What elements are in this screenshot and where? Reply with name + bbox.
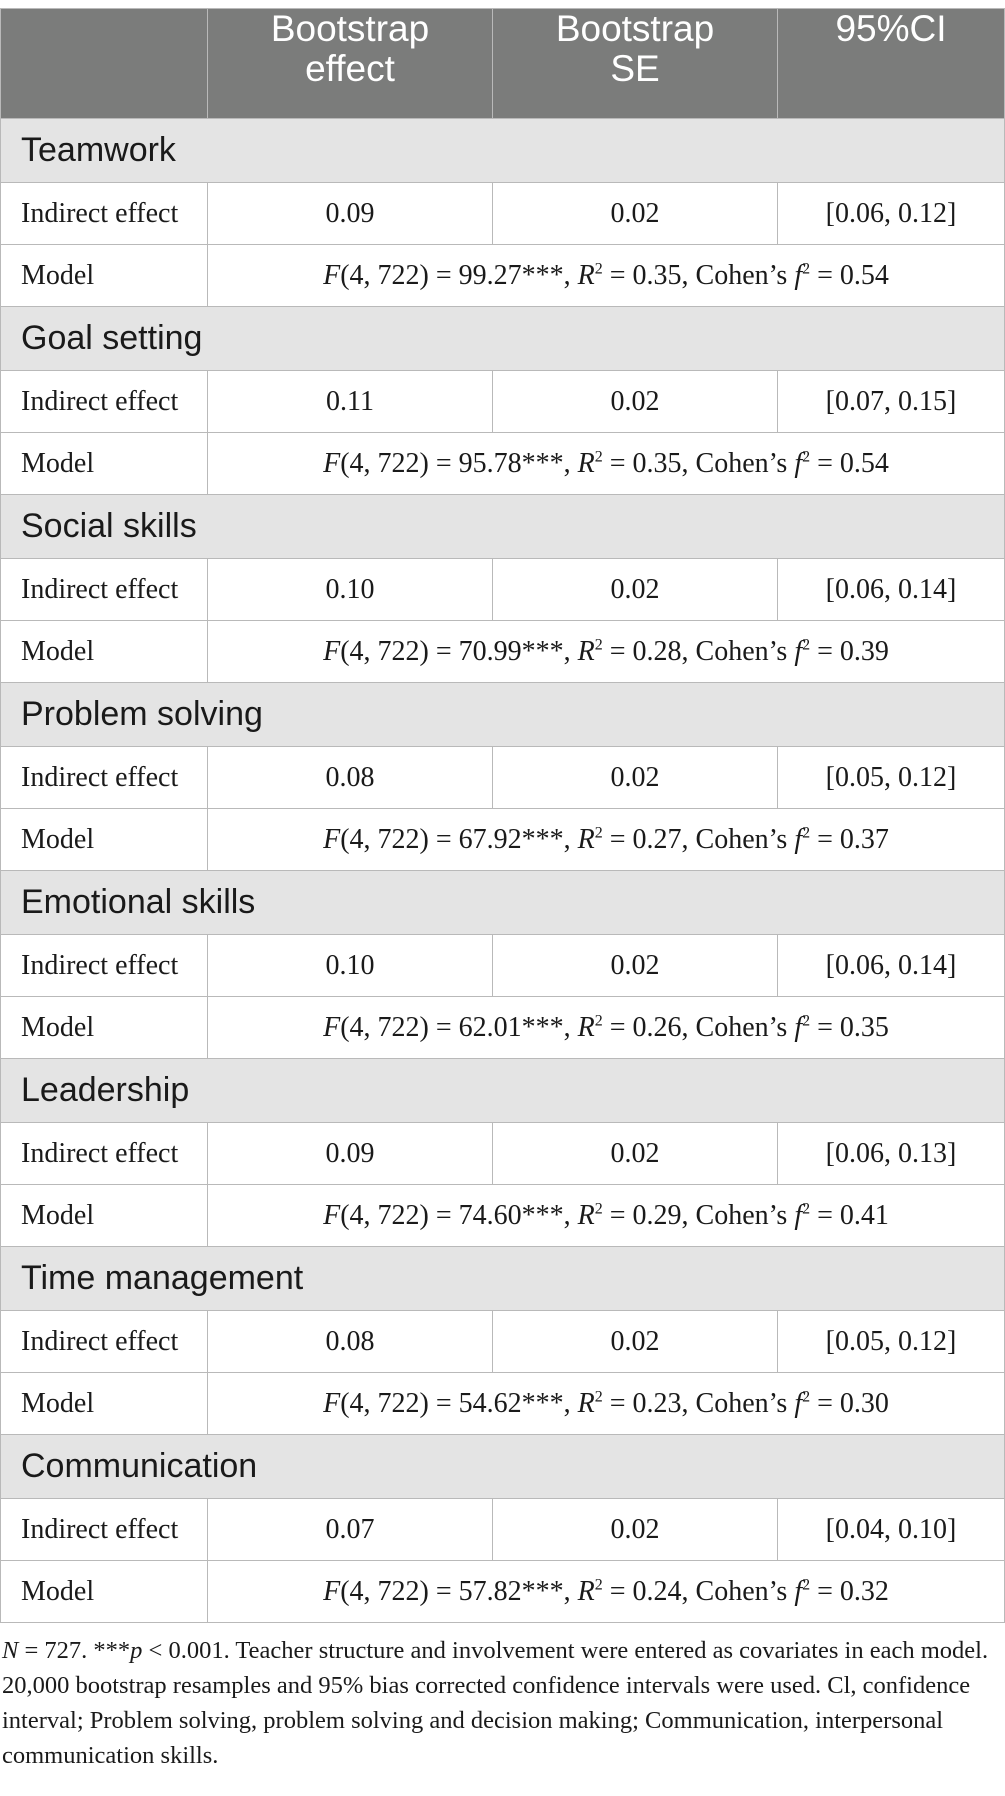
f-squared-exponent: 2 <box>802 448 811 466</box>
f2-value: 0.54 <box>839 259 889 291</box>
indirect-effect-row <box>1 371 1005 433</box>
group-name: Emotional skills <box>1 871 1005 935</box>
indirect-effect-label: Indirect effect <box>1 183 208 245</box>
f-prefix: (4, 722) = <box>340 635 459 667</box>
group-name: Communication <box>1 1435 1005 1499</box>
indirect-effect-row <box>1 747 1005 809</box>
header-bootstrap-se <box>493 9 778 119</box>
r-symbol: R <box>577 447 595 479</box>
f-symbol: F <box>323 1575 341 1607</box>
cohen-mid: = <box>810 823 840 855</box>
f-prefix: (4, 722) = <box>340 1199 459 1231</box>
model-label: Model <box>1 621 208 683</box>
model-row <box>1 809 1005 871</box>
model-label: Model <box>1 1185 208 1247</box>
cohen-prefix: , Cohen’s <box>681 447 795 479</box>
f-squared-symbol: f <box>794 259 803 291</box>
model-row <box>1 245 1005 307</box>
bootstrap-effect-value: 0.09 <box>208 183 493 245</box>
footnote-n-text: = 727. *** <box>18 1637 131 1664</box>
header-bootstrap-effect <box>208 9 493 119</box>
model-statistics <box>208 1561 1005 1623</box>
r-prefix: , <box>563 635 578 667</box>
model-statistics <box>208 621 1005 683</box>
r-prefix: , <box>563 1199 578 1231</box>
f-prefix: (4, 722) = <box>340 1387 459 1419</box>
bootstrap-se-value: 0.02 <box>493 1123 778 1185</box>
confidence-interval-value: [0.06, 0.13] <box>778 1123 1005 1185</box>
r-prefix: , <box>563 1387 578 1419</box>
model-label: Model <box>1 433 208 495</box>
header-bootstrap-effect-line1: Bootstrap <box>270 8 430 49</box>
group-header-row <box>1 495 1005 559</box>
group-header-row <box>1 683 1005 747</box>
cohen-mid: = <box>810 1011 840 1043</box>
header-bootstrap-se-line2: SE <box>610 48 660 89</box>
cohen-mid: = <box>810 259 840 291</box>
model-label: Model <box>1 1373 208 1435</box>
f-squared-symbol: f <box>794 823 803 855</box>
footnote-n-symbol: N <box>2 1637 19 1664</box>
f-squared-symbol: f <box>794 447 803 479</box>
f-value: 54.62*** <box>458 1387 564 1419</box>
cohen-mid: = <box>810 1575 840 1607</box>
f-prefix: (4, 722) = <box>340 447 459 479</box>
r-squared-exponent: 2 <box>594 636 603 654</box>
cohen-prefix: , Cohen’s <box>681 1387 795 1419</box>
bootstrap-se-value: 0.02 <box>493 747 778 809</box>
f-symbol: F <box>323 1011 341 1043</box>
r-squared-exponent: 2 <box>594 1200 603 1218</box>
model-row <box>1 997 1005 1059</box>
f-squared-symbol: f <box>794 635 803 667</box>
f-value: 62.01*** <box>458 1011 564 1043</box>
f-symbol: F <box>323 1387 341 1419</box>
model-label: Model <box>1 1561 208 1623</box>
r2-value: 0.23 <box>632 1387 682 1419</box>
cohen-prefix: , Cohen’s <box>681 259 795 291</box>
f-squared-symbol: f <box>794 1011 803 1043</box>
f-value: 95.78*** <box>458 447 564 479</box>
model-row <box>1 433 1005 495</box>
confidence-interval-value: [0.05, 0.12] <box>778 747 1005 809</box>
model-label: Model <box>1 245 208 307</box>
bootstrap-effect-value: 0.08 <box>208 1311 493 1373</box>
group-header-row <box>1 119 1005 183</box>
f-prefix: (4, 722) = <box>340 1011 459 1043</box>
r-symbol: R <box>577 1011 595 1043</box>
r-symbol: R <box>577 1199 595 1231</box>
indirect-effect-row <box>1 935 1005 997</box>
r-prefix: , <box>563 1575 578 1607</box>
model-statistics <box>208 809 1005 871</box>
r-squared-exponent: 2 <box>594 1012 603 1030</box>
header-bootstrap-se-line1: Bootstrap <box>555 8 715 49</box>
r-mid: = <box>602 1199 633 1231</box>
r-mid: = <box>602 635 633 667</box>
model-row <box>1 1373 1005 1435</box>
model-statistics <box>208 1185 1005 1247</box>
f-squared-exponent: 2 <box>802 824 811 842</box>
indirect-effect-label: Indirect effect <box>1 559 208 621</box>
bootstrap-effect-value: 0.09 <box>208 1123 493 1185</box>
confidence-interval-value: [0.04, 0.10] <box>778 1499 1005 1561</box>
cohen-mid: = <box>810 635 840 667</box>
model-row <box>1 621 1005 683</box>
f2-value: 0.39 <box>839 635 889 667</box>
mediation-results-table <box>0 8 1005 1623</box>
r-mid: = <box>602 259 633 291</box>
cohen-mid: = <box>810 447 840 479</box>
r2-value: 0.29 <box>632 1199 682 1231</box>
confidence-interval-value: [0.05, 0.12] <box>778 1311 1005 1373</box>
bootstrap-se-value: 0.02 <box>493 935 778 997</box>
cohen-mid: = <box>810 1387 840 1419</box>
bootstrap-effect-value: 0.10 <box>208 559 493 621</box>
r-squared-exponent: 2 <box>594 448 603 466</box>
r-prefix: , <box>563 259 578 291</box>
f-value: 70.99*** <box>458 635 564 667</box>
f2-value: 0.35 <box>839 1011 889 1043</box>
r-mid: = <box>602 447 633 479</box>
r-symbol: R <box>577 1575 595 1607</box>
bootstrap-se-value: 0.02 <box>493 183 778 245</box>
indirect-effect-label: Indirect effect <box>1 1499 208 1561</box>
f-prefix: (4, 722) = <box>340 259 459 291</box>
bootstrap-se-value: 0.02 <box>493 371 778 433</box>
model-statistics <box>208 245 1005 307</box>
indirect-effect-label: Indirect effect <box>1 935 208 997</box>
header-95ci: 95%CI <box>778 9 1005 119</box>
bootstrap-effect-value: 0.11 <box>208 371 493 433</box>
bootstrap-effect-value: 0.07 <box>208 1499 493 1561</box>
group-header-row <box>1 871 1005 935</box>
group-name: Problem solving <box>1 683 1005 747</box>
bootstrap-effect-value: 0.08 <box>208 747 493 809</box>
r-mid: = <box>602 1575 633 1607</box>
f-symbol: F <box>323 447 341 479</box>
footnote-rest: < 0.001. Teacher structure and involvement were entered as covariates in each model. 20,000 bootstrap resamples and 95% bias corrected confidence intervals were used. Cl, confidence interval; Problem solving, problem solving and decision making; Communication, interpersonal communication skills. <box>2 1637 989 1769</box>
bootstrap-effect-value: 0.10 <box>208 935 493 997</box>
group-name: Leadership <box>1 1059 1005 1123</box>
indirect-effect-label: Indirect effect <box>1 371 208 433</box>
f-squared-symbol: f <box>794 1199 803 1231</box>
f-squared-exponent: 2 <box>802 1576 811 1594</box>
r-symbol: R <box>577 259 595 291</box>
r-squared-exponent: 2 <box>594 260 603 278</box>
r2-value: 0.27 <box>632 823 682 855</box>
cohen-mid: = <box>810 1199 840 1231</box>
r-squared-exponent: 2 <box>594 824 603 842</box>
model-label: Model <box>1 997 208 1059</box>
f-symbol: F <box>323 635 341 667</box>
group-header-row <box>1 1247 1005 1311</box>
table-body <box>1 119 1005 1623</box>
cohen-prefix: , Cohen’s <box>681 635 795 667</box>
model-statistics <box>208 433 1005 495</box>
r-mid: = <box>602 1011 633 1043</box>
f2-value: 0.54 <box>839 447 889 479</box>
r-prefix: , <box>563 823 578 855</box>
model-row <box>1 1185 1005 1247</box>
indirect-effect-row <box>1 183 1005 245</box>
r-squared-exponent: 2 <box>594 1388 603 1406</box>
confidence-interval-value: [0.06, 0.14] <box>778 559 1005 621</box>
bootstrap-se-value: 0.02 <box>493 1499 778 1561</box>
group-name: Teamwork <box>1 119 1005 183</box>
cohen-prefix: , Cohen’s <box>681 1575 795 1607</box>
confidence-interval-value: [0.06, 0.12] <box>778 183 1005 245</box>
f-squared-exponent: 2 <box>802 636 811 654</box>
indirect-effect-row <box>1 559 1005 621</box>
f-prefix: (4, 722) = <box>340 1575 459 1607</box>
group-name: Goal setting <box>1 307 1005 371</box>
f-squared-symbol: f <box>794 1575 803 1607</box>
f-squared-exponent: 2 <box>802 1388 811 1406</box>
model-label: Model <box>1 809 208 871</box>
r2-value: 0.24 <box>632 1575 682 1607</box>
cohen-prefix: , Cohen’s <box>681 1199 795 1231</box>
indirect-effect-label: Indirect effect <box>1 747 208 809</box>
indirect-effect-row <box>1 1123 1005 1185</box>
indirect-effect-row <box>1 1311 1005 1373</box>
r-mid: = <box>602 1387 633 1419</box>
f-squared-exponent: 2 <box>802 1012 811 1030</box>
f-symbol: F <box>323 259 341 291</box>
indirect-effect-label: Indirect effect <box>1 1123 208 1185</box>
f-value: 57.82*** <box>458 1575 564 1607</box>
model-row <box>1 1561 1005 1623</box>
f2-value: 0.30 <box>839 1387 889 1419</box>
table-footnote <box>2 1633 997 1773</box>
f-squared-exponent: 2 <box>802 1200 811 1218</box>
model-statistics <box>208 997 1005 1059</box>
f-value: 74.60*** <box>458 1199 564 1231</box>
f2-value: 0.32 <box>839 1575 889 1607</box>
f2-value: 0.37 <box>839 823 889 855</box>
r-symbol: R <box>577 635 595 667</box>
indirect-effect-row <box>1 1499 1005 1561</box>
r-symbol: R <box>577 1387 595 1419</box>
header-blank-cell <box>1 9 208 119</box>
bootstrap-se-value: 0.02 <box>493 559 778 621</box>
f-squared-symbol: f <box>794 1387 803 1419</box>
confidence-interval-value: [0.07, 0.15] <box>778 371 1005 433</box>
group-header-row <box>1 1435 1005 1499</box>
r2-value: 0.26 <box>632 1011 682 1043</box>
f-prefix: (4, 722) = <box>340 823 459 855</box>
bootstrap-se-value: 0.02 <box>493 1311 778 1373</box>
r-symbol: R <box>577 823 595 855</box>
header-row <box>1 9 1005 119</box>
indirect-effect-label: Indirect effect <box>1 1311 208 1373</box>
r2-value: 0.28 <box>632 635 682 667</box>
f-value: 67.92*** <box>458 823 564 855</box>
confidence-interval-value: [0.06, 0.14] <box>778 935 1005 997</box>
f2-value: 0.41 <box>839 1199 889 1231</box>
r-prefix: , <box>563 447 578 479</box>
r2-value: 0.35 <box>632 447 682 479</box>
r2-value: 0.35 <box>632 259 682 291</box>
f-symbol: F <box>323 1199 341 1231</box>
r-prefix: , <box>563 1011 578 1043</box>
f-value: 99.27*** <box>458 259 564 291</box>
r-squared-exponent: 2 <box>594 1576 603 1594</box>
f-squared-exponent: 2 <box>802 260 811 278</box>
group-header-row <box>1 307 1005 371</box>
cohen-prefix: , Cohen’s <box>681 823 795 855</box>
model-statistics <box>208 1373 1005 1435</box>
r-mid: = <box>602 823 633 855</box>
group-header-row <box>1 1059 1005 1123</box>
group-name: Social skills <box>1 495 1005 559</box>
header-bootstrap-effect-line2: effect <box>305 48 395 89</box>
f-symbol: F <box>323 823 341 855</box>
cohen-prefix: , Cohen’s <box>681 1011 795 1043</box>
footnote-p-symbol: p <box>130 1637 143 1664</box>
table-container <box>0 8 1005 1773</box>
group-name: Time management <box>1 1247 1005 1311</box>
